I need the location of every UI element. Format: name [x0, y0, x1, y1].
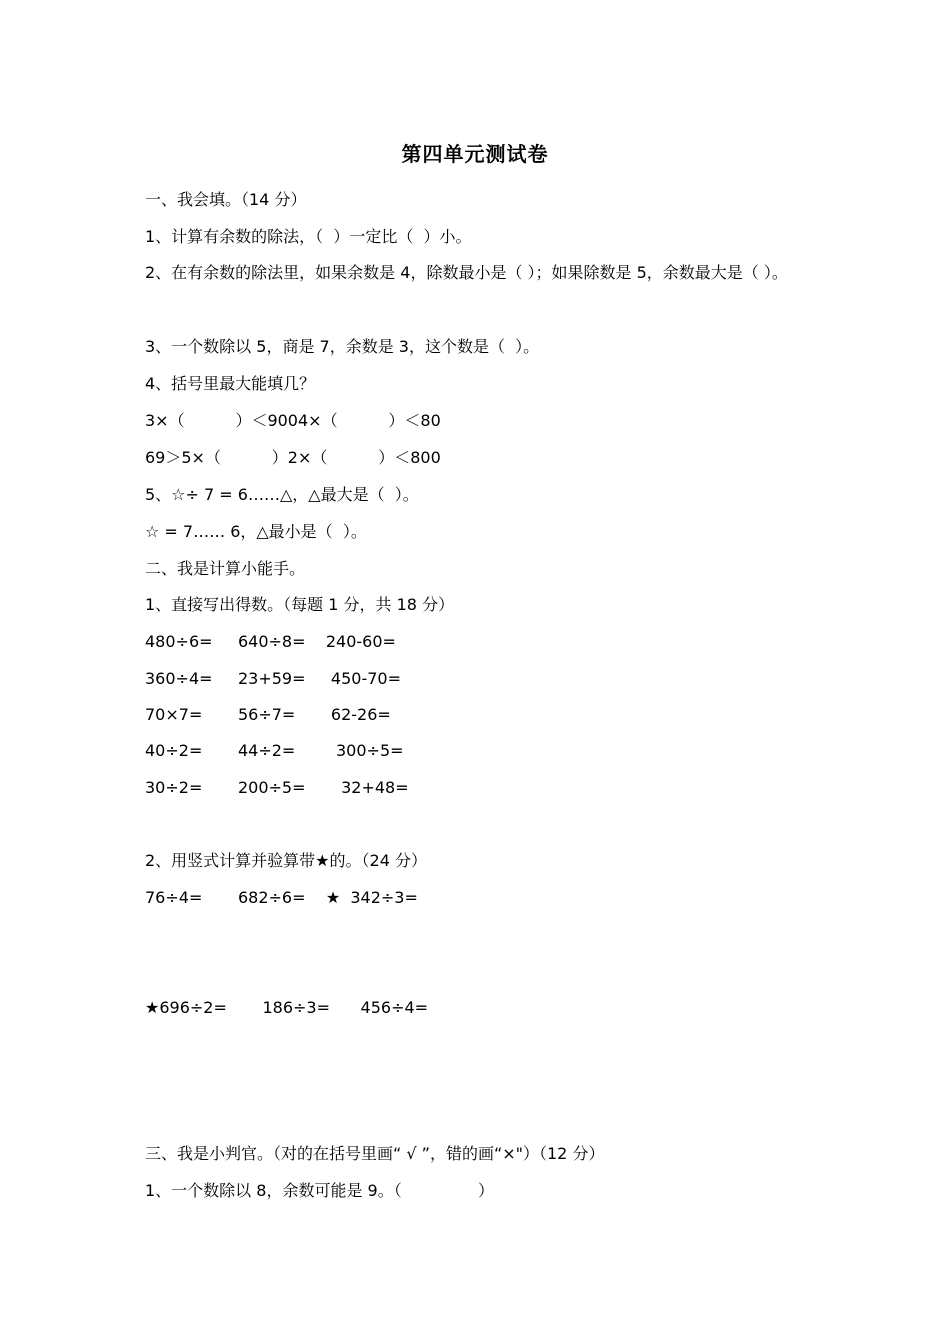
question-1-4: 4、括号里最大能填几？ — [145, 374, 316, 393]
vertical-calc-row: ★696÷2= 186÷3= 456÷4= — [145, 998, 429, 1017]
vertical-calc-row: 76÷4= 682÷6= ★ 342÷3= — [145, 888, 418, 907]
question-1-4-line2: 69＞5×（ ）2×（ ）＜800 — [145, 448, 441, 467]
section2-heading: 二、我是计算小能手。 — [145, 559, 306, 578]
section3-heading: 三、我是小判官。（对的在括号里画“ √ ”，错的画“×"）（12 分） — [145, 1144, 605, 1163]
calc-row: 30÷2= 200÷5= 32+48= — [145, 778, 409, 797]
question-1-4-line1: 3×（ ）＜9004×（ ）＜80 — [145, 411, 441, 430]
calc-row: 40÷2= 44÷2= 300÷5= — [145, 741, 404, 760]
calc-row: 480÷6= 640÷8= 240-60= — [145, 632, 396, 651]
question-1-3: 3、一个数除以 5，商是 7，余数是 3，这个数是（ ）。 — [145, 337, 540, 356]
question-1-2: 2、在有余数的除法里，如果余数是 4，除数最小是（ ）；如果除数是 5，余数最大是（ ）。 — [145, 263, 788, 282]
section2-sub2: 2、用竖式计算并验算带★的。（24 分） — [145, 851, 427, 870]
section2-sub1: 1、直接写出得数。（每题 1 分，共 18 分） — [145, 595, 455, 614]
calc-row: 70×7= 56÷7= 62-26= — [145, 705, 391, 724]
question-1-5-line1: 5、☆÷ 7 = 6……△，△最大是（ ）。 — [145, 485, 419, 504]
page-title: 第四单元测试卷 — [401, 142, 549, 166]
calc-row: 360÷4= 23+59= 450-70= — [145, 669, 401, 688]
section1-heading: 一、我会填。（14 分） — [145, 190, 307, 209]
question-1-5-line2: ☆ = 7…… 6，△最小是（ ）。 — [145, 522, 367, 541]
question-1-1: 1、计算有余数的除法，（ ）一定比（ ）小。 — [145, 227, 472, 246]
question-3-1: 1、一个数除以 8，余数可能是 9。（ ） — [145, 1181, 495, 1200]
